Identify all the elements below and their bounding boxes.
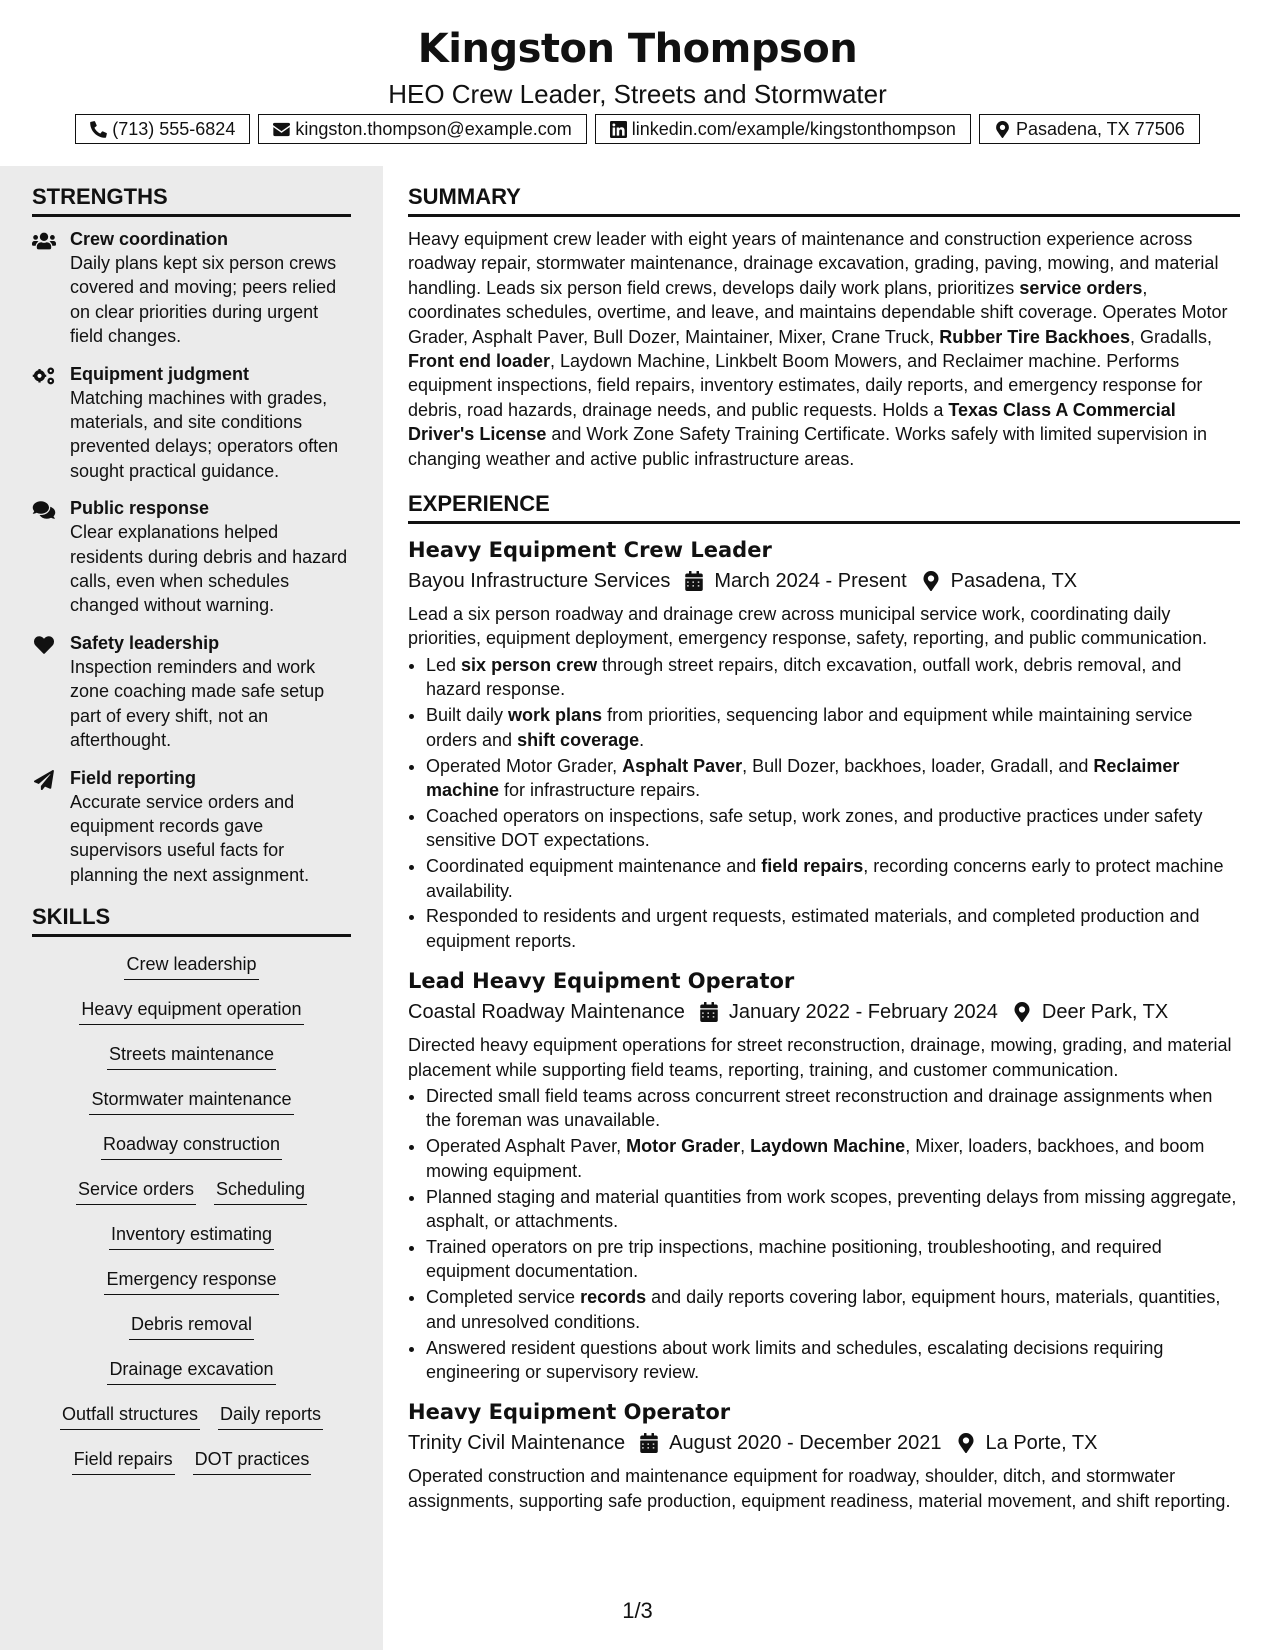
bullet-text: , Mixer, loaders, backhoes, and boom mowing equipment. xyxy=(426,1136,1205,1181)
job-description: Directed heavy equipment operations for street reconstruction, drainage, mowing, grading, and material placement while supporting field teams, reporting, training, and customer communication. xyxy=(408,1035,1232,1080)
strength-title: Equipment judgment xyxy=(70,363,249,384)
map-marker-icon xyxy=(921,571,941,591)
main-content xyxy=(408,180,1240,1525)
job-title: Heavy Equipment Crew Leader xyxy=(408,538,772,563)
strength-title: Public response xyxy=(70,498,210,519)
job-bullet xyxy=(426,1084,1240,1133)
bullet-text: Operated Motor Grader, xyxy=(426,755,623,776)
calendar-icon xyxy=(639,1433,659,1453)
bullet-bold: six person crew xyxy=(461,654,598,675)
job-bullet xyxy=(426,1235,1240,1284)
strength-item xyxy=(32,227,351,349)
skill-row xyxy=(32,1266,351,1311)
skill-tag: Inventory estimating xyxy=(109,1221,274,1250)
strength-item xyxy=(32,496,351,618)
envelope-icon xyxy=(273,121,290,138)
skill-tag: Emergency response xyxy=(104,1266,278,1295)
job-description: Lead a six person roadway and drainage crew across municipal service work, coordinating daily priorities, equipment deployment, emergency response, safety, reporting, and public communication. xyxy=(408,604,1208,649)
job-dates: August 2020 - December 2021 xyxy=(669,1432,942,1455)
skill-row xyxy=(32,1356,351,1401)
bullet-text: Coordinated equipment maintenance and xyxy=(426,856,762,877)
job-bullets xyxy=(408,1084,1240,1384)
job-dates: January 2022 - February 2024 xyxy=(728,1001,998,1024)
skill-row xyxy=(32,1446,351,1491)
skills-list xyxy=(32,951,351,1491)
strengths-heading: STRENGTHS xyxy=(32,180,351,217)
phone-icon xyxy=(90,121,107,138)
job-meta xyxy=(408,1428,1240,1458)
strength-desc: Daily plans kept six person crews covered and moving; peers relied on clear priorities during urgent field changes. xyxy=(70,253,337,347)
bullet-text: and daily reports covering labor, equipment hours, materials, quantities, and unresolved conditions. xyxy=(426,1287,1221,1332)
job-bullet xyxy=(426,754,1240,803)
map-marker-icon xyxy=(1012,1002,1032,1022)
contact-linkedin[interactable] xyxy=(595,114,971,144)
skill-tag: Debris removal xyxy=(129,1311,254,1340)
calendar-icon xyxy=(699,1002,719,1022)
job-title: Lead Heavy Equipment Operator xyxy=(408,969,795,994)
bullet-text: Trained operators on pre trip inspections, machine positioning, troubleshooting, and required equipment documentation. xyxy=(426,1237,1162,1282)
skills-heading: SKILLS xyxy=(32,900,351,937)
bullet-text: Directed small field teams across concurrent street reconstruction and drainage assignments when the foreman was unavailable. xyxy=(426,1086,1213,1131)
contact-email[interactable] xyxy=(258,114,586,144)
cogs-icon xyxy=(32,366,56,386)
contact-bar xyxy=(0,114,1275,144)
job-bullet xyxy=(426,854,1240,903)
experience-heading: EXPERIENCE xyxy=(408,487,1240,524)
summary-bold: Front end loader xyxy=(408,351,551,372)
skill-tag: Scheduling xyxy=(214,1176,307,1205)
job-description: Operated construction and maintenance equipment for roadway, shoulder, ditch, and stormwater assignments, supporting safe production, equipment readiness, material movement, and shift reporting. xyxy=(408,1466,1231,1511)
skill-row xyxy=(32,951,351,996)
skill-row xyxy=(32,1311,351,1356)
heart-icon xyxy=(32,635,56,655)
linkedin-icon xyxy=(610,121,627,138)
strength-desc: Inspection reminders and work zone coaching made safe setup part of every shift, not an afterthought. xyxy=(70,656,325,751)
strength-title: Field reporting xyxy=(70,767,196,788)
job-location: La Porte, TX xyxy=(985,1432,1098,1455)
users-icon xyxy=(32,231,56,251)
job-entry xyxy=(408,965,1240,1384)
contact-email-text: kingston.thompson@example.com xyxy=(295,118,572,139)
job-title: Heavy Equipment Operator xyxy=(408,1400,731,1425)
skill-row xyxy=(32,1086,351,1131)
job-company: Bayou Infrastructure Services xyxy=(408,570,671,593)
bullet-text: Coached operators on inspections, safe setup, work zones, and productive practices under safety sensitive DOT expectations. xyxy=(426,805,1203,851)
comments-icon xyxy=(32,500,56,520)
skill-tag: Daily reports xyxy=(218,1401,323,1430)
job-location: Deer Park, TX xyxy=(1041,1001,1169,1024)
skill-tag: Service orders xyxy=(76,1176,196,1205)
bullet-bold: Motor Grader xyxy=(626,1136,741,1157)
map-marker-icon xyxy=(994,121,1011,138)
bullet-bold: field repairs xyxy=(761,856,864,877)
summary-text xyxy=(408,227,1240,471)
bullet-text: from priorities, sequencing labor and equipment while maintaining service orders and xyxy=(426,705,1193,750)
bullet-bold: work plans xyxy=(508,705,603,726)
bullet-text: Led xyxy=(426,654,462,675)
skill-tag: Streets maintenance xyxy=(107,1041,276,1070)
job-bullet xyxy=(426,1185,1240,1234)
contact-linkedin-text: linkedin.com/example/kingstonthompson xyxy=(631,118,956,139)
skill-tag: Outfall structures xyxy=(60,1401,200,1430)
skill-tag: Heavy equipment operation xyxy=(79,996,303,1025)
strength-title: Crew coordination xyxy=(70,229,229,249)
job-location: Pasadena, TX xyxy=(950,570,1078,593)
summary-bold: Texas Class A Commercial Driver's License xyxy=(408,399,1176,445)
strength-item xyxy=(32,362,351,484)
summary-text: , Laydown Machine, Linkbelt Boom Mowers, and Reclaimer machine. Performs equipment inspections, field repairs, inventory estimates, daily reports, and emergency response for debris, road hazards, drainage needs, and public requests. Holds a xyxy=(408,351,1203,420)
bullet-text: Completed service xyxy=(426,1287,581,1308)
job-bullet xyxy=(426,653,1240,702)
sidebar xyxy=(32,180,351,1491)
job-entry xyxy=(408,534,1240,953)
job-meta xyxy=(408,997,1240,1027)
job-bullet xyxy=(426,703,1240,752)
skill-tag: Crew leadership xyxy=(124,951,258,980)
bullet-text: , recording concerns early to protect machine availability. xyxy=(426,856,1224,901)
summary-text: and Work Zone Safety Training Certificate. Works safely with limited supervision in changing weather and active public infrastructure areas. xyxy=(408,424,1207,469)
summary-text: Heavy equipment crew leader with eight years of maintenance and construction experience across roadway repair, stormwater maintenance, drainage excavation, grading, paving, mowing, and material handling. Leads six person field crews, develops daily work plans, prioritizes xyxy=(408,229,1219,298)
page-number: 1/3 xyxy=(622,1598,653,1623)
skill-row xyxy=(32,996,351,1041)
bullet-bold: Laydown Machine xyxy=(750,1136,906,1157)
bullet-text: , Bull Dozer, backhoes, loader, Gradall, and xyxy=(742,755,1094,776)
job-bullet xyxy=(426,1134,1240,1183)
job-bullets xyxy=(408,653,1240,953)
strength-desc: Clear explanations helped residents during debris and hazard calls, even when schedules changed without warning. xyxy=(70,522,348,616)
bullet-bold: Asphalt Paver xyxy=(622,755,743,776)
job-company: Trinity Civil Maintenance xyxy=(408,1432,626,1455)
bullet-text: Built daily xyxy=(426,705,509,726)
job-bullet xyxy=(426,1336,1240,1385)
job-entry xyxy=(408,1396,1240,1513)
strength-desc: Matching machines with grades, materials, and site conditions prevented delays; operators often sought practical guidance. xyxy=(70,387,339,481)
summary-text: , coordinates schedules, overtime, and leave, and maintains dependable shift coverage. Operates Motor Grader, Asphalt Paver, Bull Dozer, Maintainer, Mixer, Crane Truck, xyxy=(408,277,1228,347)
job-dates: March 2024 - Present xyxy=(714,570,907,593)
bullet-bold: Reclaimer machine xyxy=(426,755,1180,800)
job-bullet xyxy=(426,1285,1240,1334)
bullet-text: , xyxy=(740,1136,751,1157)
candidate-role: HEO Crew Leader, Streets and Stormwater xyxy=(388,79,887,109)
bullet-text: Operated Asphalt Paver, xyxy=(426,1136,627,1157)
skill-tag: Drainage excavation xyxy=(107,1356,275,1385)
skill-row xyxy=(32,1176,351,1221)
skill-tag: Roadway construction xyxy=(101,1131,282,1160)
bullet-text: Responded to residents and urgent requests, estimated materials, and completed production and equipment reports. xyxy=(426,906,1200,951)
skill-row xyxy=(32,1401,351,1446)
job-bullet xyxy=(426,804,1240,853)
strength-item xyxy=(32,631,351,753)
skill-row xyxy=(32,1041,351,1086)
strength-title: Safety leadership xyxy=(70,632,220,653)
summary-heading: SUMMARY xyxy=(408,180,1240,217)
candidate-name: Kingston Thompson xyxy=(417,26,858,72)
contact-location-text: Pasadena, TX 77506 xyxy=(1015,118,1185,139)
bullet-text: Answered resident questions about work limits and schedules, escalating decisions requiring engineering or supervisory review. xyxy=(426,1337,1164,1383)
summary-text: , Gradalls, xyxy=(1129,326,1213,347)
skill-tag: Field repairs xyxy=(72,1446,175,1475)
skill-tag: Stormwater maintenance xyxy=(89,1086,293,1115)
skill-row xyxy=(32,1221,351,1266)
summary-bold: Rubber Tire Backhoes xyxy=(939,326,1130,347)
skill-row xyxy=(32,1131,351,1176)
job-bullet xyxy=(426,904,1240,953)
contact-phone[interactable] xyxy=(75,114,250,144)
paper-plane-icon xyxy=(32,770,56,790)
strength-item xyxy=(32,766,351,888)
contact-location[interactable] xyxy=(979,114,1200,144)
map-marker-icon xyxy=(956,1433,976,1453)
resume-header xyxy=(0,20,1275,110)
bullet-text: Planned staging and material quantities from work scopes, preventing delays from missing aggregate, asphalt, or attachments. xyxy=(426,1186,1237,1232)
experience-list xyxy=(408,534,1240,1513)
bullet-text: . xyxy=(639,729,645,750)
contact-phone-text: (713) 555-6824 xyxy=(112,118,236,139)
job-meta xyxy=(408,566,1240,596)
summary-bold: service orders xyxy=(1019,277,1143,298)
skill-tag: DOT practices xyxy=(193,1446,312,1475)
bullet-text: through street repairs, ditch excavation, outfall work, debris removal, and hazard response. xyxy=(426,654,1182,700)
bullet-text: for infrastructure repairs. xyxy=(499,779,701,800)
bullet-bold: shift coverage xyxy=(517,729,640,750)
calendar-icon xyxy=(684,571,704,591)
job-company: Coastal Roadway Maintenance xyxy=(408,1001,685,1024)
bullet-bold: records xyxy=(580,1287,647,1308)
strength-desc: Accurate service orders and equipment records gave supervisors useful facts for planning the next assignment. xyxy=(70,791,310,885)
